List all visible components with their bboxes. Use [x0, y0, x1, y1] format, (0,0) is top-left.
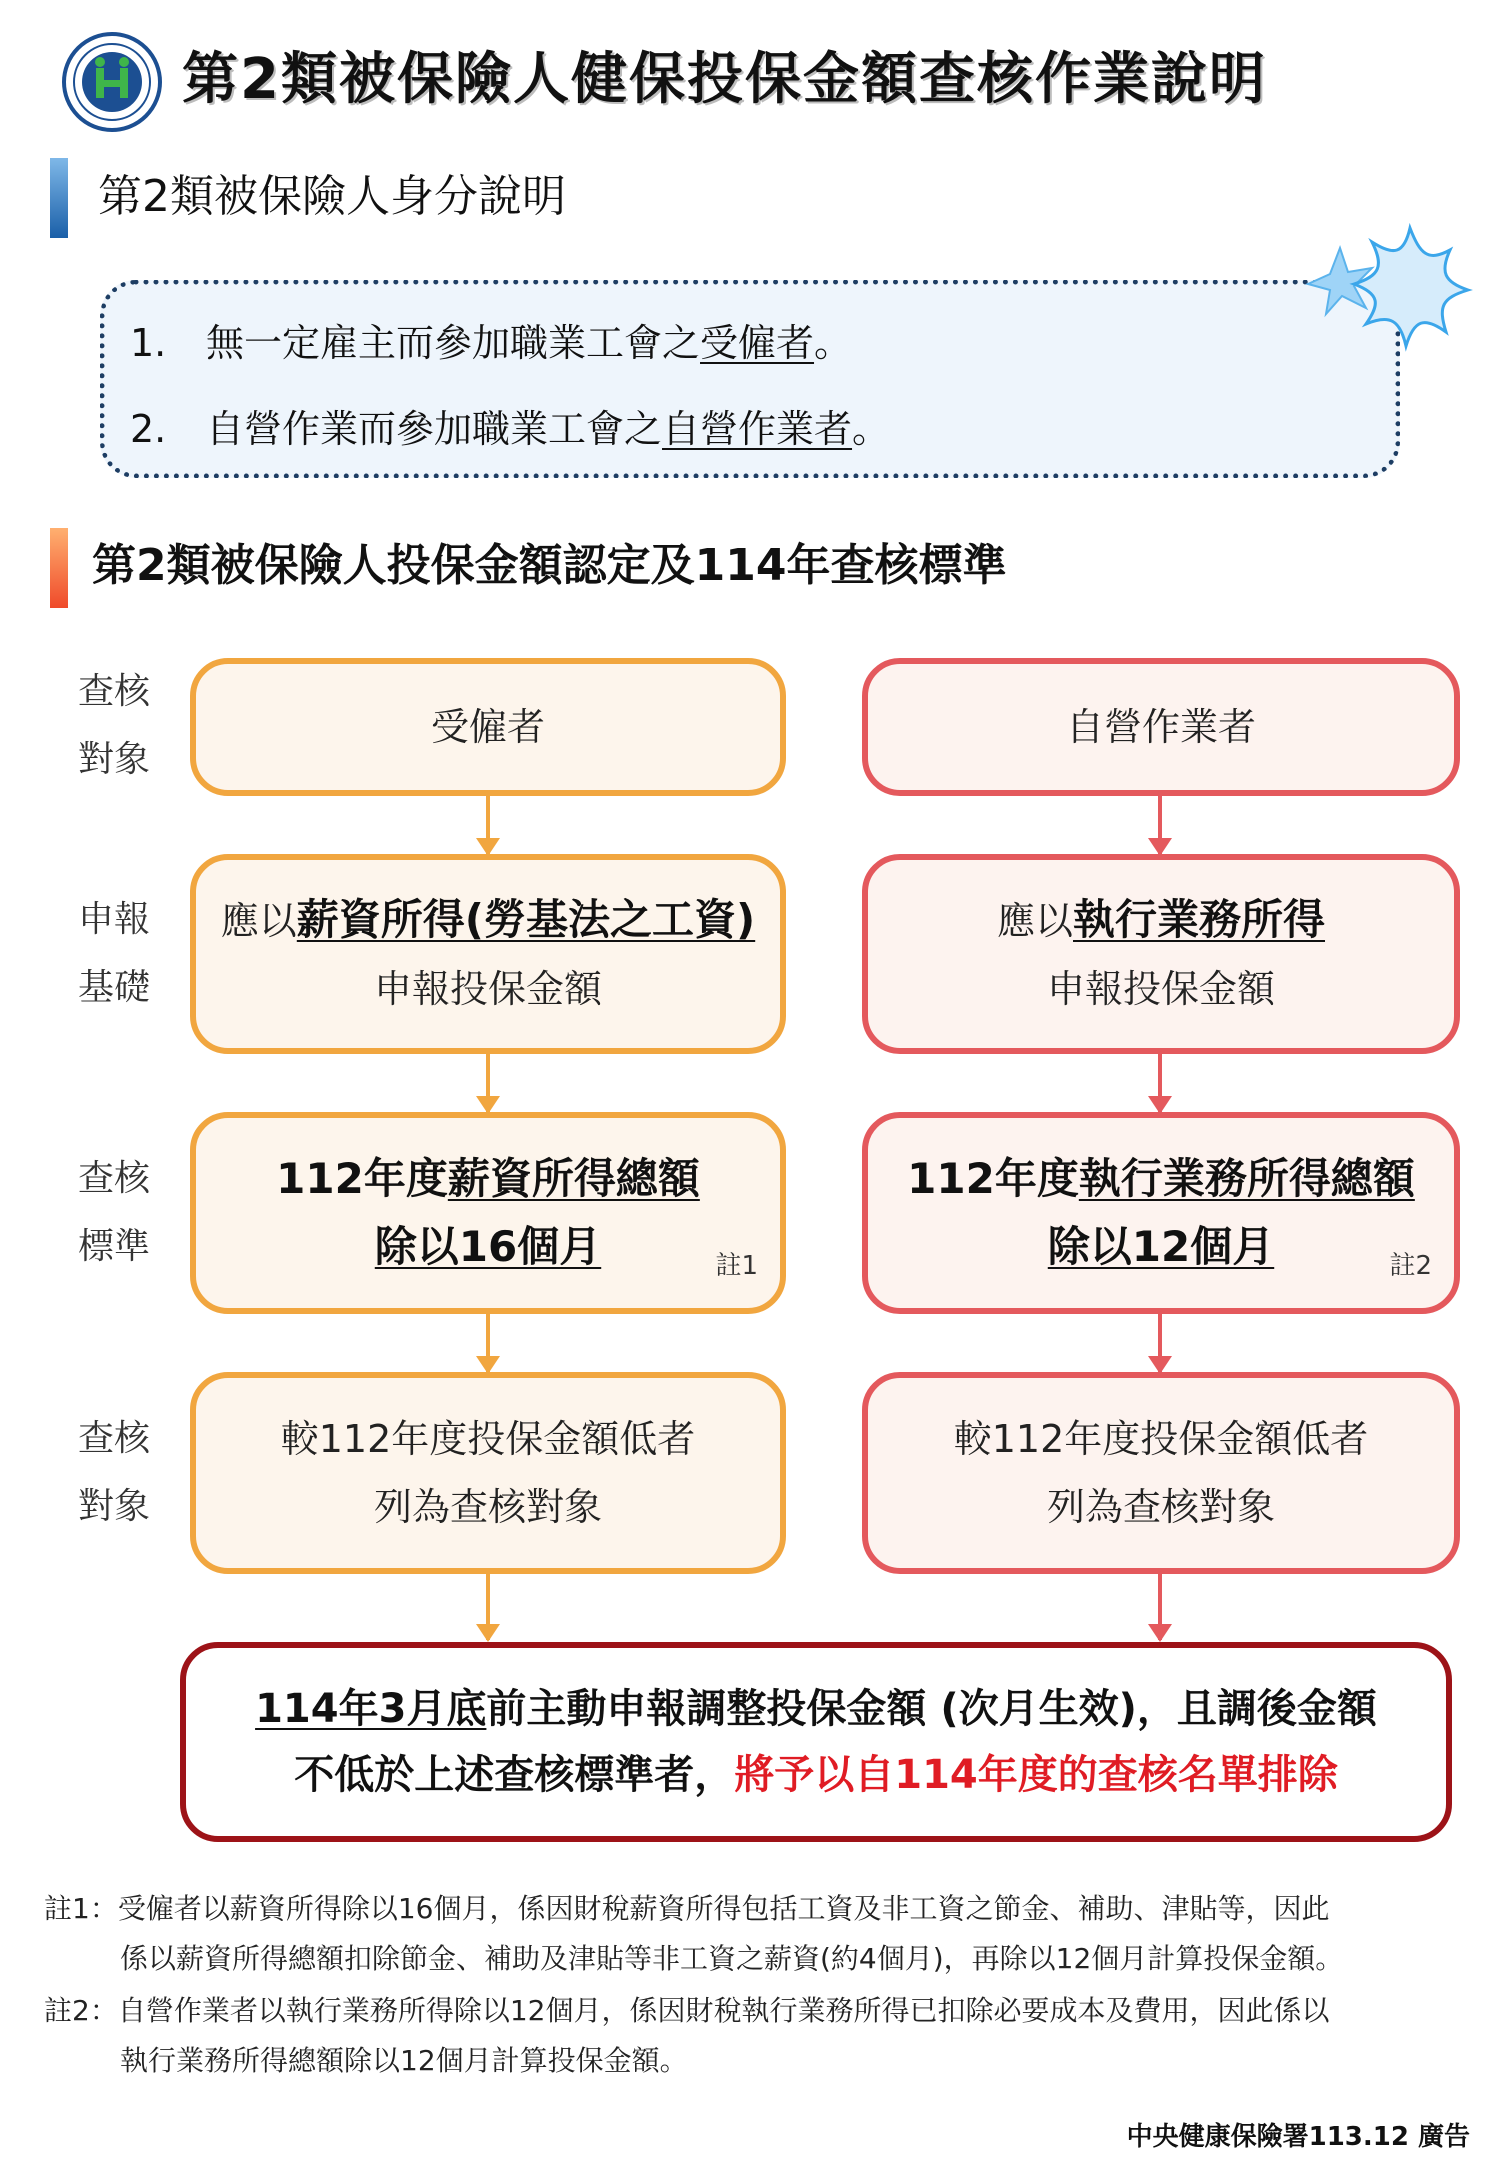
right-arrow-3	[1158, 1314, 1162, 1372]
row-label-check	[68, 1405, 160, 1541]
left-standard-highlight: 薪資所得總額	[447, 1154, 700, 1203]
right-standard-line2: 除以12個月	[1047, 1222, 1275, 1271]
right-arrow-4	[1158, 1574, 1162, 1640]
note-2-tag: 註2	[1389, 1251, 1432, 1281]
left-check-line1: 較112年度投保金額低者	[280, 1417, 696, 1461]
item-highlight: 自營作業者	[662, 407, 853, 451]
right-standard-line1	[907, 1145, 1415, 1213]
final-exclusion-highlight: 將予以自114年度的查核名單排除	[734, 1752, 1338, 1798]
left-arrow-4	[486, 1574, 490, 1640]
left-target-box	[190, 658, 786, 796]
row-label-line: 對象	[77, 1486, 150, 1527]
row-label-basis	[68, 886, 160, 1022]
right-check-line1: 較112年度投保金額低者	[953, 1417, 1369, 1461]
footer-credit: 中央健康保險署113.12 廣告	[1126, 2122, 1470, 2152]
section1-title: 第2類被保險人身分說明	[98, 171, 566, 222]
row-label-line: 申報	[77, 899, 150, 940]
row-label-line: 基礎	[77, 967, 150, 1008]
note-2	[44, 1986, 1329, 2086]
note-line: 係以薪資所得總額扣除節金、補助及津貼等非工資之薪資(約4個月)，再除以12個月計算投保金額。	[120, 1942, 1344, 1975]
note-1-tag: 註1	[715, 1251, 758, 1281]
left-arrow-2	[486, 1054, 490, 1112]
item-text: 無一定雇主而參加職業工會之	[206, 321, 701, 365]
text: 112年度	[276, 1154, 448, 1203]
right-arrow-1	[1158, 796, 1162, 854]
left-check-line2: 列為查核對象	[373, 1485, 602, 1529]
final-line2	[294, 1742, 1338, 1808]
right-basis-line2: 申報投保金額	[1046, 966, 1275, 1011]
row-label-standard	[68, 1145, 160, 1281]
left-target-text: 受僱者	[430, 705, 545, 749]
right-target-box	[862, 658, 1460, 796]
page-title: 第2類被保險人健保投保金額查核作業說明	[182, 47, 1267, 112]
item-number: 1.	[130, 321, 167, 365]
item-punct: 。	[814, 321, 853, 365]
note-line: 執行業務所得總額除以12個月計算投保金額。	[120, 2044, 688, 2077]
section2-title: 第2類被保險人投保金額認定及114年查核標準	[92, 540, 1007, 591]
left-check-box	[190, 1372, 786, 1574]
right-basis-line1	[997, 886, 1325, 955]
section1-accent-bar	[50, 158, 68, 238]
text: 前主動申報調整投保金額 (次月生效)，且調後金額	[486, 1686, 1377, 1732]
item-number: 2.	[130, 407, 167, 451]
right-basis-highlight: 執行業務所得	[1073, 894, 1326, 944]
left-basis-box	[190, 854, 786, 1054]
left-basis-line1	[221, 886, 755, 955]
left-arrow-1	[486, 796, 490, 854]
flower-decoration-icon	[1280, 222, 1480, 362]
left-basis-line2: 申報投保金額	[373, 966, 602, 1011]
text: 不低於上述查核標準者，	[294, 1752, 735, 1798]
nhi-logo-icon	[62, 32, 162, 132]
row-label-line: 對象	[77, 739, 150, 780]
row-label-target	[68, 658, 160, 794]
right-standard-box	[862, 1112, 1460, 1314]
final-deadline: 114年3月底	[255, 1686, 487, 1732]
row-label-line: 查核	[77, 1418, 150, 1459]
note-line: 註1：受僱者以薪資所得除以16個月，係因財稅薪資所得包括工資及非工資之節金、補助、津貼等，因此	[44, 1892, 1330, 1925]
left-standard-line2: 除以16個月	[374, 1222, 602, 1271]
left-arrow-3	[486, 1314, 490, 1372]
item-text: 自營作業而參加職業工會之	[206, 407, 663, 451]
text: 應以	[220, 898, 297, 943]
right-target-text: 自營作業者	[1065, 705, 1256, 749]
right-arrow-2	[1158, 1054, 1162, 1112]
right-basis-box	[862, 854, 1460, 1054]
final-line1	[255, 1676, 1377, 1742]
identity-item-1	[130, 312, 852, 367]
item-highlight: 受僱者	[700, 321, 815, 365]
left-standard-box	[190, 1112, 786, 1314]
row-label-line: 查核	[77, 1158, 150, 1199]
final-result-box	[180, 1642, 1452, 1842]
item-punct: 。	[852, 407, 891, 451]
row-label-line: 標準	[77, 1226, 150, 1267]
left-basis-highlight: 薪資所得(勞基法之工資)	[296, 894, 756, 944]
identity-item-2	[130, 398, 890, 453]
right-check-line2: 列為查核對象	[1046, 1485, 1275, 1529]
note-line: 註2：自營作業者以執行業務所得除以12個月，係因財稅執行業務所得已扣除必要成本及費用，因此係以	[44, 1994, 1330, 2027]
right-check-box	[862, 1372, 1460, 1574]
left-standard-line1	[276, 1145, 700, 1213]
text: 112年度	[907, 1154, 1079, 1203]
text: 應以	[996, 898, 1073, 943]
row-label-line: 查核	[77, 671, 150, 712]
note-1	[44, 1884, 1343, 1984]
section2-accent-bar	[50, 528, 68, 608]
right-standard-highlight: 執行業務所得總額	[1078, 1154, 1415, 1203]
